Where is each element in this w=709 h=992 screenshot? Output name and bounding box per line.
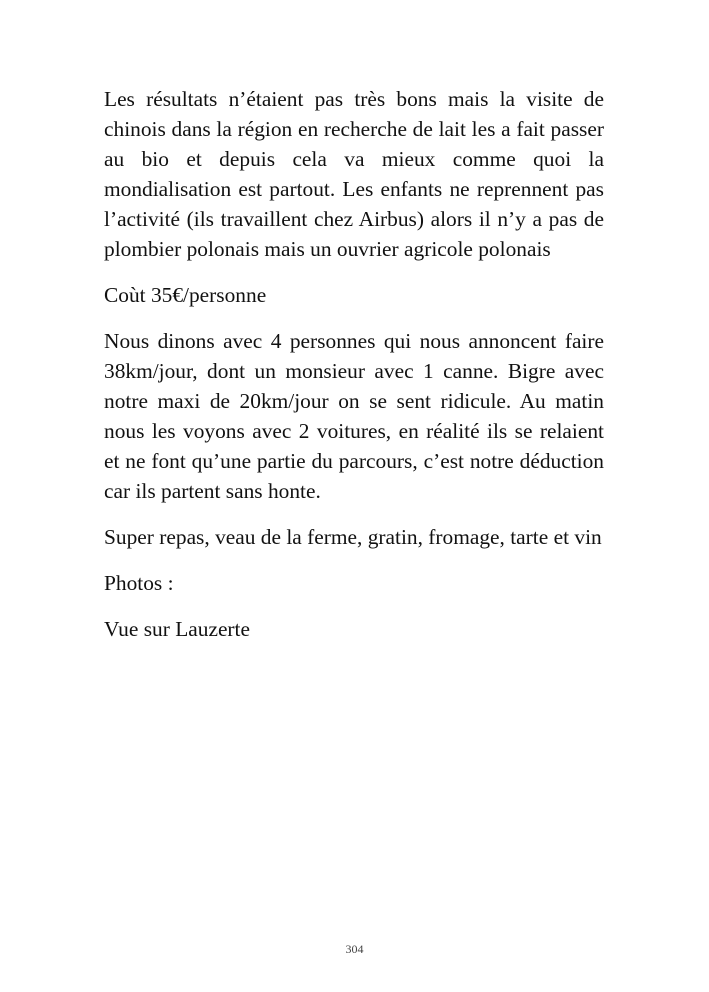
- paragraph-cost: Coùt 35€/personne: [104, 283, 267, 307]
- paragraph-photo-caption: Vue sur Lauzerte: [104, 617, 250, 641]
- page-number: 304: [345, 942, 364, 956]
- paragraph-results: Les résultats n’étaient pas très bons mais la visite de chinois dans la région en recherche de lait les a fait passer au bio et depuis cela va mieux comme quoi la mondialisation est partout. Les enfants ne reprennent pas l’activité (ils travaillent chez Airbus) alors il n’y a pas de plombier polonais mais un ouvrier agricole polonais: [104, 87, 604, 261]
- paragraph-photos-label: Photos :: [104, 571, 174, 595]
- paragraph-dinner-companions: Nous dinons avec 4 personnes qui nous annoncent faire 38km/jour, dont un monsieur avec 1 canne. Bigre avec notre maxi de 20km/jour on se sent ridicule. Au matin nous les voyons avec 2 voitures, en réalité ils se relaient et ne font qu’une partie du parcours, c’est notre déduction car ils partent sans honte.: [104, 329, 604, 503]
- paragraph-meal: Super repas, veau de la ferme, gratin, fromage, tarte et vin: [104, 525, 602, 549]
- page-body: [104, 84, 604, 660]
